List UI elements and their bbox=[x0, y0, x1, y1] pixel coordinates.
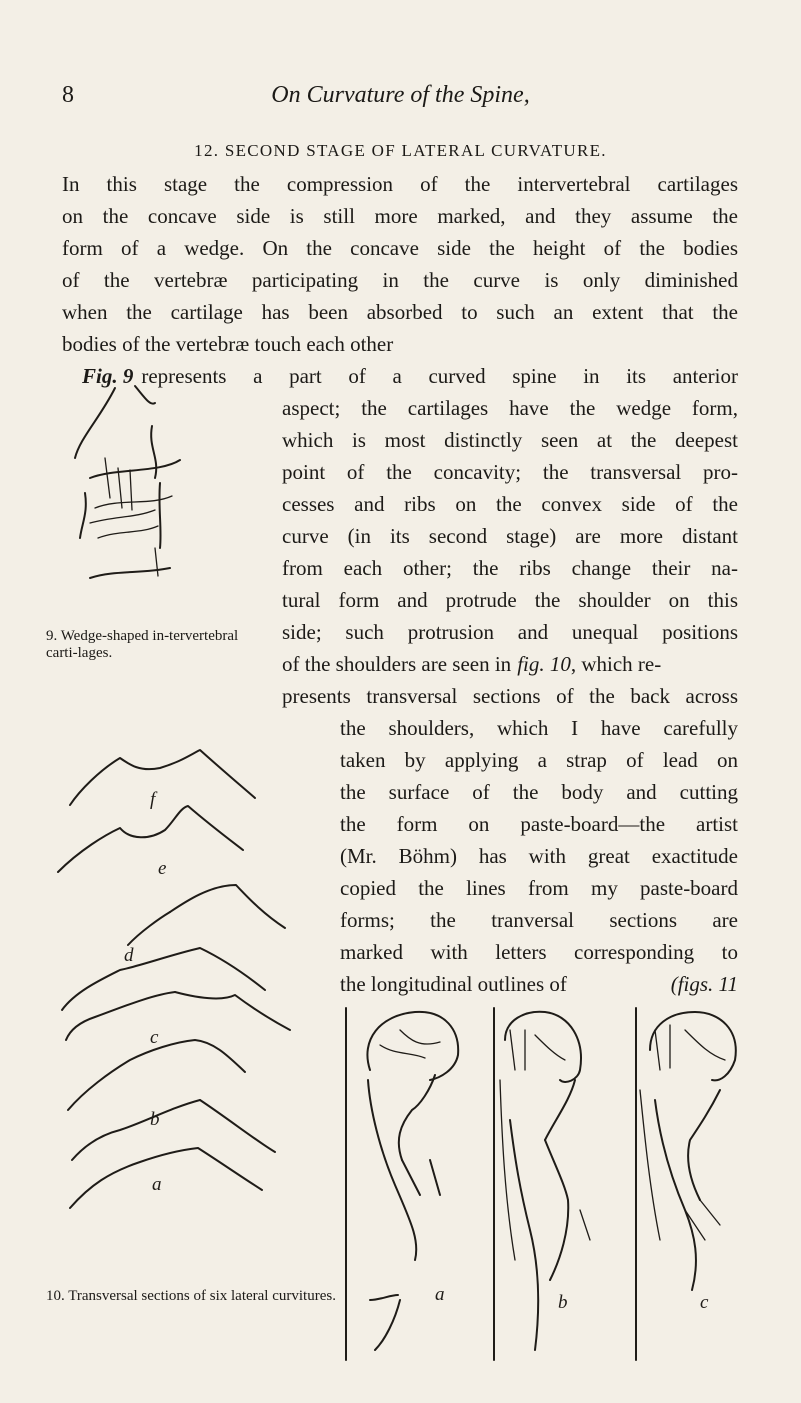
body-line: presents transversal sections of the back across bbox=[282, 684, 738, 708]
figure-11-illustration bbox=[340, 1000, 800, 1360]
outline-a bbox=[367, 1012, 458, 1350]
body-line: the shoulders, which I have carefully bbox=[340, 716, 738, 740]
body-line: (Mr. Böhm) has with great exactitude bbox=[340, 844, 738, 868]
body-line: which is most distinctly seen at the deepest bbox=[282, 428, 738, 452]
body-line-fig10 bbox=[282, 654, 738, 675]
fig-ref: fig. 10 bbox=[517, 652, 571, 676]
body-line: the form on paste-board—the artist bbox=[340, 812, 738, 836]
body-line: curve (in its second stage) are more distant bbox=[282, 524, 738, 548]
body-line: on the concave side is still more marked, and they assume the bbox=[62, 204, 738, 228]
body-line: bodies of the vertebræ touch each other bbox=[62, 332, 394, 356]
section-label-b: b bbox=[150, 1109, 160, 1130]
section-heading: 12. SECOND STAGE OF LATERAL CURVATURE. bbox=[194, 141, 607, 160]
body-line: the surface of the body and cutting bbox=[340, 780, 738, 804]
outline-b bbox=[500, 1012, 590, 1350]
figure-9 bbox=[60, 398, 260, 598]
body-line-text: , which re- bbox=[570, 652, 662, 676]
body-line-fig11 bbox=[340, 974, 738, 995]
body-line-text: represents a part of a curved spine in its anterior bbox=[141, 364, 738, 388]
body-line: taken by applying a strap of lead on bbox=[340, 748, 738, 772]
body-line: form of a wedge. On the concave side the height of the bodies bbox=[62, 236, 738, 260]
figure-10-caption: 10. Transversal sections of six lateral curvitures. bbox=[46, 1288, 336, 1304]
body-line: when the cartilage has been absorbed to such an extent that the bbox=[62, 300, 738, 324]
body-line: tural form and protrude the shoulder on this bbox=[282, 588, 738, 612]
body-line: of the vertebræ participating in the curve is only diminished bbox=[62, 268, 738, 292]
body-line: copied the lines from my paste-board bbox=[340, 876, 738, 900]
outline-label-c: c bbox=[700, 1292, 709, 1313]
page-header bbox=[0, 82, 801, 122]
fig-ref: Fig. 9 bbox=[82, 364, 134, 388]
outline-c bbox=[640, 1012, 736, 1290]
body-line: point of the concavity; the transversal pro- bbox=[282, 460, 738, 484]
section-label-e: e bbox=[158, 858, 167, 879]
outline-label-b: b bbox=[558, 1292, 568, 1313]
section-label-f: f bbox=[150, 789, 156, 810]
section-label-d: d bbox=[124, 945, 134, 966]
body-line: forms; the tranversal sections are bbox=[340, 908, 738, 932]
body-line: In this stage the compression of the intervertebral cartilages bbox=[62, 172, 738, 196]
figure-9-caption: 9. Wedge-shaped in-tervertebral carti-lages. bbox=[46, 628, 239, 661]
figure-10 bbox=[40, 710, 340, 1330]
body-line: marked with letters corresponding to bbox=[340, 940, 738, 964]
body-line-text: the longitudinal outlines of bbox=[340, 972, 567, 996]
body-line: cesses and ribs on the convex side of the bbox=[282, 492, 738, 516]
body-line: from each other; the ribs change their na- bbox=[282, 556, 738, 580]
running-head: On Curvature of the Spine, bbox=[271, 82, 530, 108]
section-label-c: c bbox=[150, 1027, 159, 1048]
body-line: side; such protrusion and unequal positions bbox=[282, 620, 738, 644]
outline-label-a: a bbox=[435, 1284, 445, 1305]
body-line-text: of the shoulders are seen in bbox=[282, 652, 512, 676]
figure-9-illustration bbox=[60, 398, 260, 598]
fig-ref: (figs. 11 bbox=[670, 972, 738, 996]
page-number: 8 bbox=[62, 82, 74, 108]
body-line: aspect; the cartilages have the wedge form, bbox=[282, 396, 738, 420]
figure-10-illustration bbox=[40, 710, 340, 1330]
figure-11 bbox=[340, 1000, 800, 1360]
section-label-a: a bbox=[152, 1174, 162, 1195]
body-line-fig9 bbox=[82, 366, 738, 387]
